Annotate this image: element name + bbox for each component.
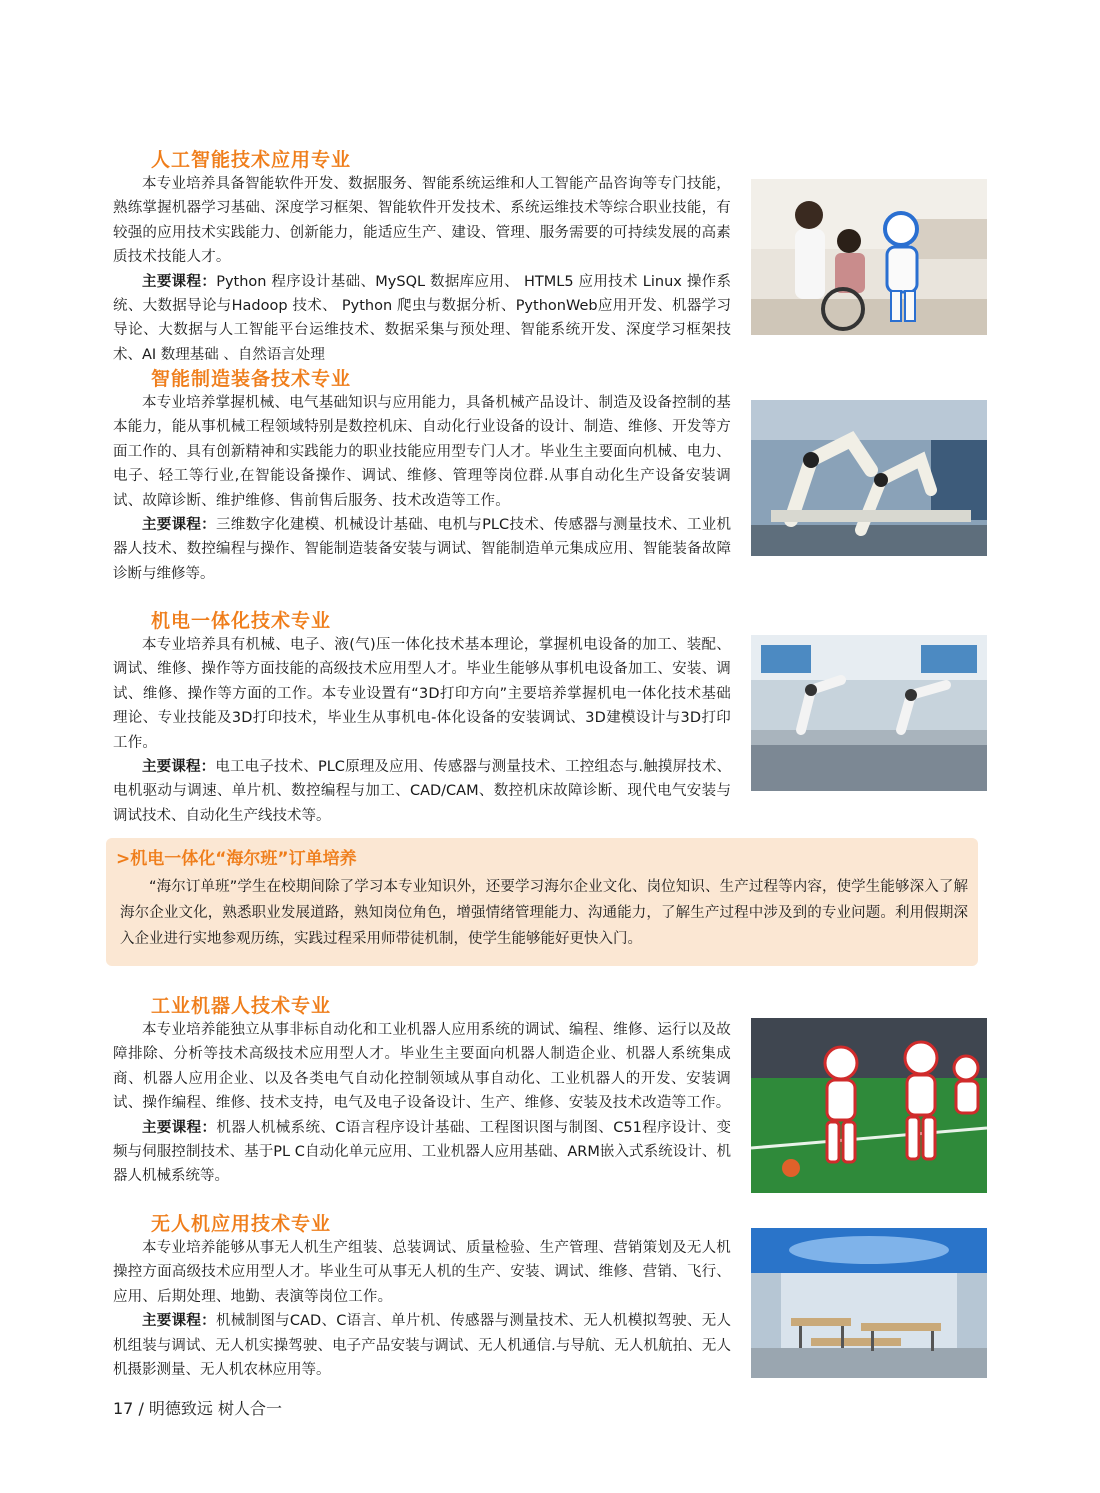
page-footer: 17 / 明德致远 树人合一	[113, 1399, 283, 1418]
section-title: 工业机器人技术专业	[151, 995, 332, 1017]
section-courses	[113, 755, 731, 828]
photo-mechatronics-line	[751, 635, 987, 791]
courses-label: 主要课程：	[142, 517, 216, 534]
section-courses	[113, 270, 731, 368]
section-description: 本专业培养具备智能软件开发、数据服务、智能系统运维和人工智能产品咨询等专门技能，熟练掌握机器学习基础、深度学习框架、智能软件开发技术、系统运维技术等综合职业技能，有较强的应用技术实践能力、创新能力，能适应生产、建设、管理、服务需要的可持续发展的高素质技术技能人才。	[113, 176, 731, 266]
courses-text: 电工电子技术、PLC原理及应用、传感器与测量技术、工控组态与.触摸屏技术、电机驱动与调速、单片机、数控编程与加工、CAD/CAM、数控机床故障诊断、现代电气安装与调试技术、自动化生产线技术等。	[113, 759, 731, 824]
courses-text: 机械制图与CAD、C语言、单片机、传感器与测量技术、无人机模拟驾驶、无人机组装与调试、无人机实操驾驶、电子产品安装与调试、无人机通信.与导航、无人机航拍、无人机摄影测量、无人机农林应用等。	[113, 1313, 731, 1379]
courses-text: 机器人机械系统、C语言程序设计基础、工程图识图与制图、C51程序设计、变频与伺服控制技术、基于PL C自动化单元应用、工业机器人应用基础、ARM嵌入式系统设计、机器人机械系统等。	[113, 1119, 732, 1185]
section-mechatronics	[113, 609, 731, 828]
section-title: 智能制造装备技术专业	[151, 368, 352, 390]
section-description: 本专业培养能够从事无人机生产组装、总装调试、质量检验、生产管理、营销策划及无人机操控方面高级技术应用型人才。毕业生可从事无人机的生产、安装、调试、维修、营销、飞行、应用、后期处理、地勤、表演等岗位工作。	[113, 1240, 731, 1305]
courses-text: 三维数字化建模、机械设计基础、电机与PLC技术、传感器与测量技术、工业机器人技术、数控编程与操作、智能制造装备安装与调试、智能制造单元集成应用、智能装备故障诊断与维修等。	[113, 517, 731, 582]
courses-text: Python 程序设计基础、MySQL 数据库应用、 HTML5 应用技术 Linux 操作系统、大数据导论与Hadoop 技术、 Python 爬虫与数据分析、PythonWeb应用开发、机器学习导论、大数据与人工智能平台运维技术、数据采集与预处理、智能系统开发、深度学习框架技术、AI 数理基础 、自然语言处理	[113, 273, 731, 363]
section-title: 人工智能技术应用专业	[151, 149, 352, 171]
section-courses	[113, 1116, 731, 1189]
courses-label: 主要课程：	[142, 273, 217, 290]
courses-label: 主要课程：	[142, 1119, 217, 1136]
photo-soccer-robots	[751, 1018, 987, 1193]
section-industrial-robot	[113, 994, 731, 1189]
haier-order-class-callout	[106, 838, 978, 966]
section-title: 无人机应用技术专业	[151, 1213, 332, 1235]
section-courses	[113, 513, 731, 586]
section-smart-manufacturing	[113, 367, 731, 586]
courses-label: 主要课程：	[142, 1313, 216, 1330]
section-title: 机电一体化技术专业	[151, 610, 332, 632]
section-description: 本专业培养能独立从事非标自动化和工业机器人应用系统的调试、编程、维修、运行以及故障排除、分析等技术高级技术应用型人才。毕业生主要面向机器人制造企业、机器人系统集成商、机器人应用企业、以及各类电气自动化控制领域从事自动化、工业机器人的开发、安装调试、操作编程、维修、技术支持，电气及电子设备设计、生产、维修、安装及技术改造等工作。	[113, 1022, 731, 1112]
photo-drone-lab	[751, 1228, 987, 1378]
photo-industrial-arms	[751, 400, 987, 556]
courses-label: 主要课程：	[142, 759, 216, 776]
section-description: 本专业培养具有机械、电子、液(气)压一体化技术基本理论，掌握机电设备的加工、装配、调试、维修、操作等方面技能的高级技术应用型人才。毕业生能够从事机电设备加工、安装、调试、维修、操作等方面的工作。本专业设置有“3D打印方向”主要培养掌握机电一体化技术基础理论、专业技能及3D打印技术，毕业生从事机电-体化设备的安装调试、3D建模设计与3D打印工作。	[113, 637, 731, 751]
callout-text: “海尔订单班”学生在校期间除了学习本专业知识外，还要学习海尔企业文化、岗位知识、生产过程等内容，使学生能够深入了解海尔企业文化，熟悉职业发展道路，熟知岗位角色，增强情绪管理能力、沟通能力，了解生产过程中涉及到的专业问题。利用假期深入企业进行实地参观历练，实践过程采用师带徒机制，使学生能够能好更快入门。	[120, 879, 968, 947]
section-description: 本专业培养掌握机械、电气基础知识与应用能力，具备机械产品设计、制造及设备控制的基本能力，能从事机械工程领域特别是数控机床、自动化行业设备的设计、制造、维修、开发等方面工作的、具有创新精神和实践能力的职业技能应用型专门人才。毕业生主要面向机械、电力、电子、轻工等行业,在智能设备操作、调试、维修、管理等岗位群.从事自动化生产设备安装调试、故障诊断、维护维修、售前售后服务、技术改造等工作。	[113, 395, 731, 509]
photo-ai-robot	[751, 179, 987, 335]
section-drone	[113, 1212, 731, 1382]
section-ai	[113, 148, 731, 367]
section-courses	[113, 1309, 731, 1382]
callout-title: >机电一体化“海尔班”订单培养	[116, 849, 357, 869]
